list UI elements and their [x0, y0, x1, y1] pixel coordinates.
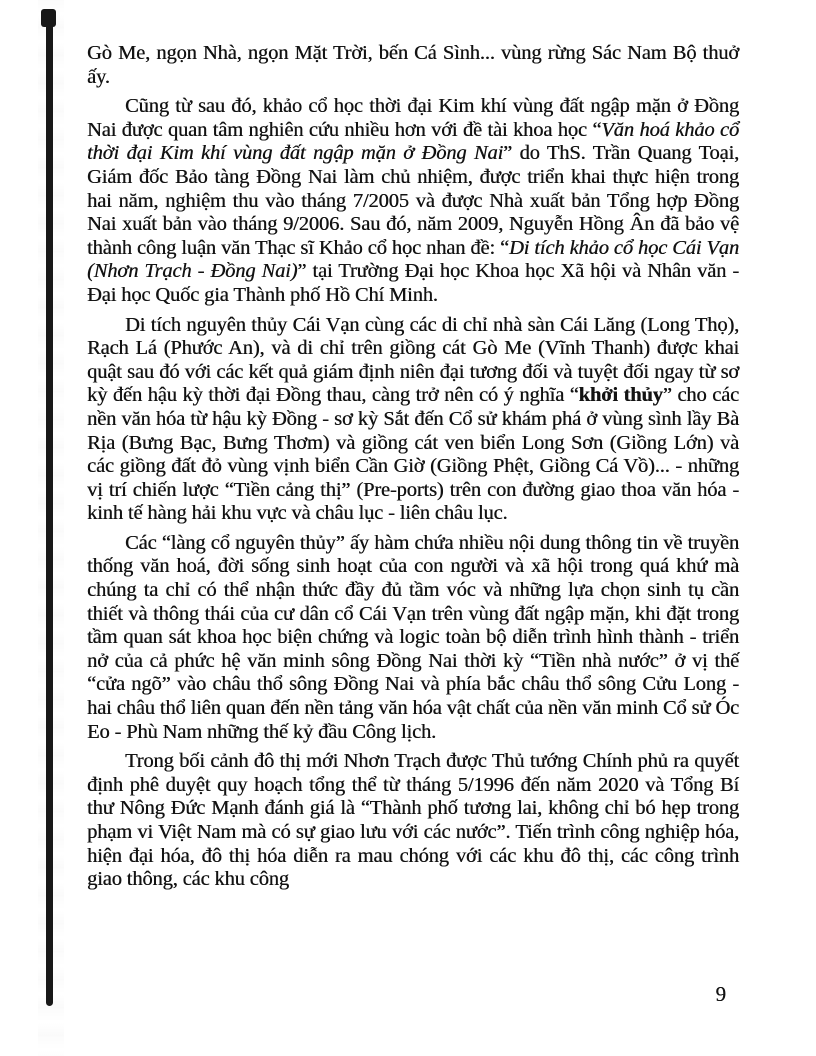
paragraph — [87, 750, 739, 892]
text-run: ” cho các nền văn hóa từ hậu kỳ Đồng - sơ kỳ Sắt đến Cổ sử khám phá ở vùng sình lầy Bà Rịa (Bưng Bạc, Bưng Thơm) và giồng cát ven biển Long Sơn (Giồng Lớn) và các giồng đất đỏ vùng vịnh biển Cần Giờ (Giồng Phệt, Giồng Cá Vồ)... - những vị trí chiến lược “Tiền cảng thị” (Pre-ports) trên con đường giao thoa văn hóa - kinh tế hàng hải khu vực và châu lục - liên châu lục. — [87, 384, 739, 525]
text-run: ” tại Trường Đại học Khoa học Xã hội và Nhân văn - Đại học Quốc gia Thành phố Hồ Chí Minh. — [87, 260, 739, 306]
text-run: Di tích nguyên thủy Cái Vạn cùng các di chỉ nhà sàn Cái Lăng (Long Thọ), Rạch Lá (Phước An), và di chỉ trên giồng cát Gò Me (Vĩnh Thanh) được khai quật sau đó với các kết quả giám định niên đại tương đối và tuyệt đối ngay từ sơ kỳ đến hậu kỳ thời đại Đồng thau, càng trở nên có ý nghĩa “ — [87, 313, 739, 407]
page-text-block — [87, 42, 739, 898]
paragraph — [87, 314, 739, 526]
text-run: ” do ThS. Trần Quang Toại, Giám đốc Bảo tàng Đồng Nai làm chủ nhiệm, được triển khai thực hiện trong hai năm, nghiệm thu vào tháng 7/2005 và được Nhà xuất bản Tổng hợp Đồng Nai xuất bản vào tháng 9/2006. Sau đó, năm 2009, Nguyễn Hồng Ân đã bảo vệ thành công luận văn Thạc sĩ Khảo cổ học nhan đề: “ — [87, 142, 739, 259]
text-run: Gò Me, ngọn Nhà, ngọn Mặt Trời, bến Cá Sình... vùng rừng Sác Nam Bộ thuở ấy. — [87, 42, 739, 88]
text-run: Trong bối cảnh đô thị mới Nhơn Trạch được Thủ tướng Chính phủ ra quyết định phê duyệt quy hoạch tổng thể từ tháng 5/1996 đến năm 2020 và Tổng Bí thư Nông Đức Mạnh đánh giá là “Thành phố tương lai, không chỉ bó hẹp trong phạm vi Việt Nam mà có sự giao lưu với các nước”. Tiến trình công nghiệp hóa, hiện đại hóa, đô thị hóa diễn ra mau chóng với các khu đô thị, các công trình giao thông, các khu công — [87, 750, 739, 891]
text-run: Cũng từ sau đó, khảo cổ học thời đại Kim khí vùng đất ngập mặn ở Đồng Nai được quan tâm nghiên cứu nhiều hơn với đề tài khoa học “ — [87, 95, 739, 141]
scan-gutter-line — [46, 11, 53, 1006]
text-run: Di tích khảo cổ học Cái Vạn (Nhơn Trạch - Đồng Nai) — [87, 236, 739, 283]
paragraph — [87, 42, 739, 89]
paragraph — [87, 95, 739, 307]
text-run: khởi thủy — [578, 384, 663, 407]
page-number: 9 — [715, 982, 726, 1006]
text-run: Các “làng cổ nguyên thủy” ấy hàm chứa nhiều nội dung thông tin về truyền thống văn hoá, đời sống sinh hoạt của con người và xã hội trong quá khứ mà chúng ta chỉ có thể nhận thức đầy đủ tầm vóc và những lựa chọn sinh tụ cần thiết và thông thái của cư dân cổ Cái Vạn trên vùng đất ngập mặn, khi đặt trong tầm quan sát khoa học biện chứng và logic toàn bộ diễn trình hình thành - triển nở của cả phức hệ văn minh sông Đồng Nai thời kỳ “Tiền nhà nước” ở vị thế “cửa ngõ” vào châu thổ sông Đồng Nai và phía bắc châu thổ sông Cửu Long - hai châu thổ liên quan đến nền tảng văn hóa vật chất của nền văn minh Cổ sử Óc Eo - Phù Nam những thế kỷ đầu Công lịch. — [87, 531, 739, 743]
text-run: Văn hoá khảo cổ thời đại Kim khí vùng đất ngập mặn ở Đồng Nai — [87, 118, 739, 165]
paragraph — [87, 532, 739, 744]
